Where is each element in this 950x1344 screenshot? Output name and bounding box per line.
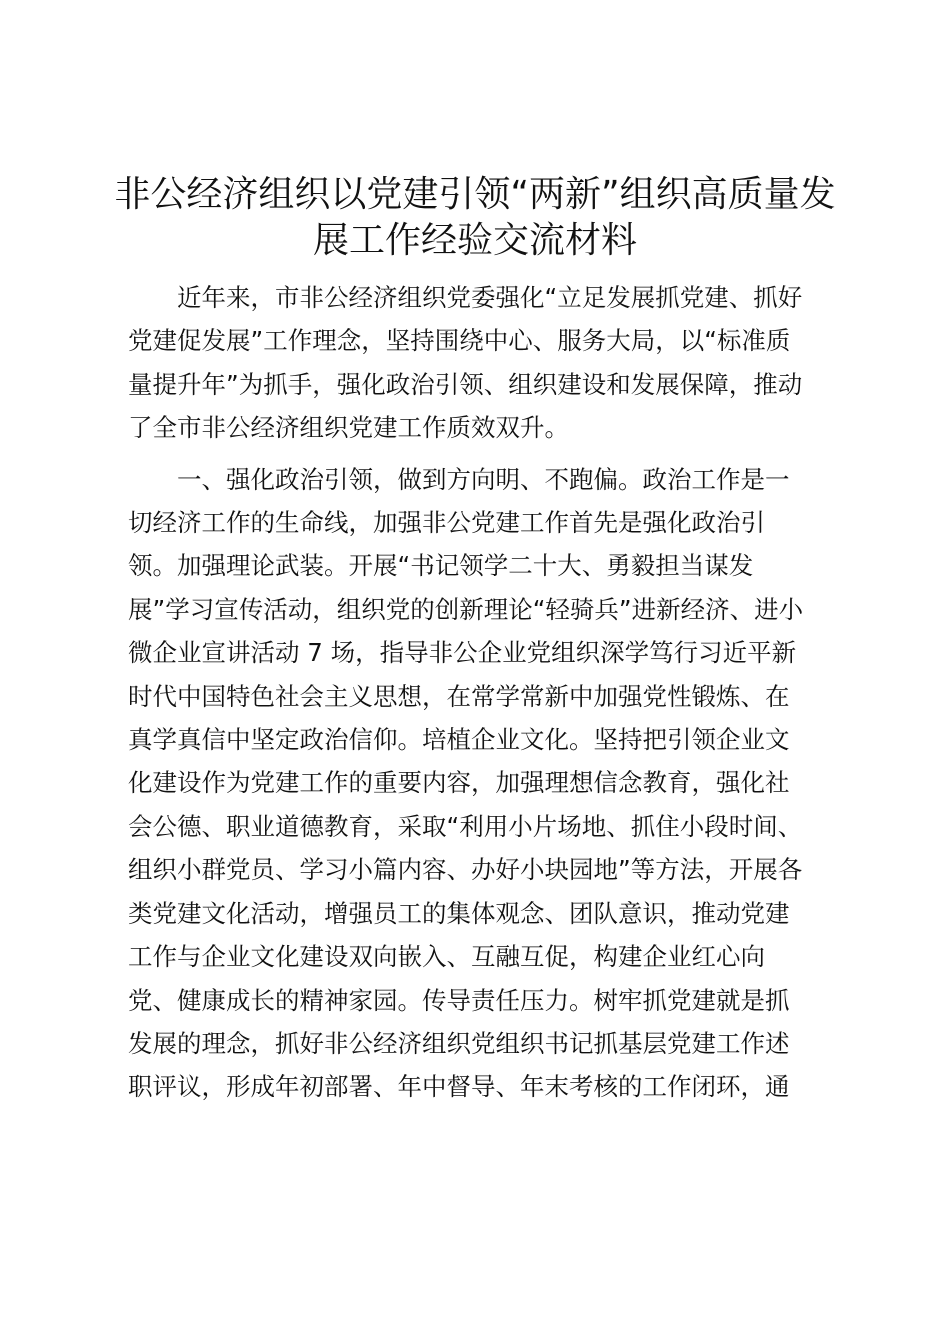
paragraph-line: 真学真信中坚定政治信仰。培植企业文化。坚持把引领企业文 [128,725,790,755]
paragraph-intro [128,276,834,450]
paragraph-line: 一、强化政治引领，做到方向明、不跑偏。政治工作是一 [177,464,790,494]
paragraph-section-1 [128,458,834,1109]
paragraph-line: 了全市非公经济组织党建工作质效双升。 [128,413,569,443]
paragraph-line: 展”学习宣传活动，组织党的创新理论“轻骑兵”进新经济、进小 [128,594,804,624]
paragraph-line: 发展的理念，抓好非公经济组织党组织书记抓基层党建工作述 [128,1028,790,1058]
paragraph-line: 类党建文化活动，增强员工的集体观念、团队意识，推动党建 [128,898,790,928]
paragraph-line: 微企业宣讲活动 7 场，指导非公企业党组织深学笃行习近平新 [128,638,797,668]
paragraph-line: 化建设作为党建工作的重要内容，加强理想信念教育，强化社 [128,768,790,798]
title-line-1: 非公经济组织以党建引领“两新”组织高质量发 [114,174,836,215]
paragraph-line: 量提升年”为抓手，强化政治引领、组织建设和发展保障，推动 [128,369,803,399]
paragraph-line: 领。加强理论武装。开展“书记领学二十大、勇毅担当谋发 [128,551,754,581]
paragraph-line: 会公德、职业道德教育，采取“利用小片场地、抓住小段时间、 [128,811,803,841]
paragraph-line: 近年来，市非公经济组织党委强化“立足发展抓党建、抓好 [177,283,803,312]
paragraph-line: 时代中国特色社会主义思想，在常学常新中加强党性锻炼、在 [128,681,790,711]
paragraph-line: 党、健康成长的精神家园。传导责任压力。树牢抓党建就是抓 [128,985,790,1015]
paragraph-line: 党建促发展”工作理念，坚持围绕中心、服务大局，以“标准质 [128,326,791,356]
paragraph-line: 组织小群党员、学习小篇内容、办好小块园地”等方法，开展各 [128,855,803,885]
paragraph-line: 切经济工作的生命线，加强非公党建工作首先是强化政治引 [128,508,765,538]
paragraph-line: 工作与企业文化建设双向嵌入、互融互促，构建企业红心向 [128,942,765,972]
title-line-2: 展工作经验交流材料 [312,220,637,261]
document-body [128,276,834,1109]
paragraph-line: 职评议，形成年初部署、年中督导、年末考核的工作闭环，通 [128,1072,790,1102]
document-title [100,172,850,264]
